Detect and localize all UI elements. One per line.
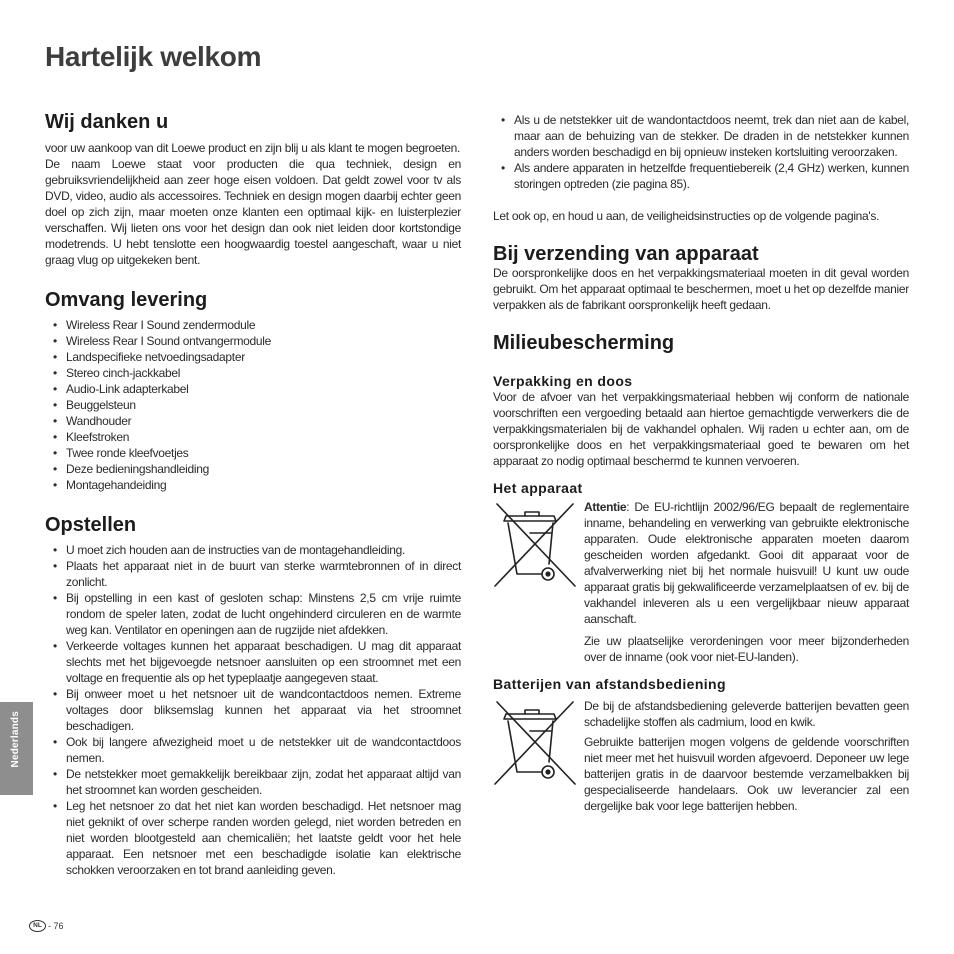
- list-item: • Landspecifieke netvoedingsadapter: [45, 349, 461, 365]
- setup-list-continued: [493, 112, 909, 192]
- attention-label: Attentie: [584, 500, 627, 514]
- attention-text: : De EU-richtlijn 2002/96/EG bepaalt de reglementaire inname, behandeling en verwerking van gebruikte elektronische apparaten. Oude elektronische apparaten moeten daarom gescheiden worden afgedankt. Gooi dit apparaat voor de afvalverwerking niet bij het normale huisvuil! U kunt uw oude apparaat gratis bij gekwalificeerde verzamelplaatsen of ev. bij de vakhandel inleveren als u een vergelijkbaar nieuw apparaat aanschaft.: [584, 500, 909, 626]
- paragraph: De naam Loewe staat voor producten die qua techniek, design en gebruiksvriendelijkheid aan zeer hoge eisen voldoen. Dat geldt zowel voor tv als DVD, video, audio als accessoires. Techniek en design mogen daarbij echter geen doel op zich zijn, maar moeten onze klanten een optimaal kijk- en luisterplezier verschaffen. Wij lieten ons voor het design dan ook niet leiden door kortstondige modetrends. U hebt tenslotte een hoogwaardig toestel aangeschaft, waar u niet graag vlug op uitgekeken bent.: [45, 157, 461, 267]
- list-item: • Bij onweer moet u het netsnoer uit de wandcontactdoos nemen. Extreme voltages door bliksemslag kunnen het apparaat via het stroomnet beschadigen.: [45, 686, 461, 734]
- battery-disposal-text: [584, 698, 909, 814]
- language-label: Nederlands: [10, 711, 21, 768]
- list-item: • Als u de netstekker uit de wandontactdoos neemt, trek dan niet aan de kabel, maar aan de behuizing van de stekker. De draden in de netstekker kunnen anders worden beschadigd en bij opnieuw insteken kortsluiting veroorzaken.: [493, 112, 909, 160]
- safety-note: Let ook op, en houd u aan, de veiligheidsinstructies op de volgende pagina's.: [493, 209, 880, 223]
- device-disposal-text: [584, 499, 909, 665]
- list-item: • Ook bij langere afwezigheid moet u de netstekker uit de wandcontactdoos nemen.: [45, 734, 461, 766]
- section-heading-delivery: Omvang levering: [45, 289, 208, 311]
- subheading-batteries: Batterijen van afstandsbediening: [493, 676, 726, 692]
- paragraph: Voor de afvoer van het verpakkingsmateriaal hebben wij conform de nationale voorschriften een vergoeding betaald aan hiertoe gemachtigde verwerkers die de verpakkingsmaterialen bij de vakhandel ophalen. Wij raden u echter aan, om de oorspronkelijke doos en het verpakkingsmateriaal goed te bewaren om het apparaat zo nodig optimaal beschermd te kunnen vervoeren.: [493, 390, 909, 468]
- list-item: • Wireless Rear I Sound ontvangermodule: [45, 333, 461, 349]
- section-heading-shipping: Bij verzending van apparaat: [493, 243, 759, 265]
- paragraph: De bij de afstandsbediening geleverde batterijen bevatten geen schadelijke stoffen als cadmium, lood en kwik.: [584, 699, 909, 729]
- paragraph: voor uw aankoop van dit Loewe product en zijn blij u als klant te mogen begroeten.: [45, 141, 461, 155]
- paragraph: Zie uw plaatselijke verordeningen voor meer bijzonderheden over de inname (ook voor niet-EU-landen).: [584, 634, 909, 664]
- list-item: • Als andere apparaten in hetzelfde frequentiebereik (2,4 GHz) werken, kunnen storingen optreden (zie pagina 85).: [493, 160, 909, 192]
- section-delivery: [45, 288, 461, 493]
- device-disposal-block: [493, 499, 909, 665]
- right-column: [493, 112, 909, 814]
- paragraph: De oorspronkelijke doos en het verpakkingsmateriaal moeten in dit geval worden gebruikt. Om het apparaat optimaal te beschermen, moet u het op dezelfde manier verpakken als de fabrikant oorspronkelijk heeft gedaan.: [493, 266, 909, 312]
- setup-list: [45, 542, 461, 878]
- list-item: • Kleefstroken: [45, 429, 461, 445]
- crossed-out-wheelie-bin-icon: [493, 499, 584, 588]
- list-item: • Wandhouder: [45, 413, 461, 429]
- list-item: • Twee ronde kleefvoetjes: [45, 445, 461, 461]
- list-item: • Plaats het apparaat niet in de buurt van sterke warmtebronnen of in direct zonlicht.: [45, 558, 461, 590]
- section-shipping: [493, 243, 909, 313]
- delivery-list: [45, 317, 461, 493]
- section-environment: [493, 332, 909, 814]
- list-item: • Stereo cinch-jackkabel: [45, 365, 461, 381]
- subheading-packaging: Verpakking en doos: [493, 373, 633, 389]
- paragraph: [584, 499, 909, 627]
- list-item: • Beuggelsteun: [45, 397, 461, 413]
- section-heading-thanks: Wij danken u: [45, 111, 169, 133]
- section-thanks: [45, 110, 461, 268]
- battery-disposal-block: [493, 698, 909, 814]
- page-number: - 76: [48, 921, 64, 931]
- list-item: • De netstekker moet gemakkelijk bereikbaar zijn, zodat het apparaat altijd van het stroomnet kan worden gescheiden.: [45, 766, 461, 798]
- section-setup: [45, 513, 461, 878]
- list-item: • Audio-Link adapterkabel: [45, 381, 461, 397]
- list-item: • Verkeerde voltages kunnen het apparaat beschadigen. U mag dit apparaat slechts met het bijgevoegde netsnoer aansluiten op een stroomnet met een voltage en frequentie als op het typeplaatje aangegeven staat.: [45, 638, 461, 686]
- left-column: [45, 110, 461, 878]
- list-item: • Leg het netsnoer zo dat het niet kan worden beschadigd. Het netsnoer mag niet geknikt of over scherpe randen worden gelegd, niet worden betreden en niet worden blootgesteld aan chemicaliën; het laatste geldt voor het hele apparaat. Een netsnoer met een beschadigde isolatie kan elektrische schokken veroorzaken en tot brand aanleiding geven.: [45, 798, 461, 878]
- list-item: • U moet zich houden aan de instructies van de montagehandleiding.: [45, 542, 461, 558]
- section-heading-setup: Opstellen: [45, 514, 137, 536]
- language-badge: NL: [29, 920, 46, 932]
- list-item: • Wireless Rear I Sound zendermodule: [45, 317, 461, 333]
- language-side-tab: [0, 702, 33, 795]
- paragraph: Gebruikte batterijen mogen volgens de geldende voorschriften niet meer met het huisvuil worden afgevoerd. Deponeer uw lege batterijen gratis in de daarvoor bestemde verzamelbakken bij gespecialiseerde handelaars. Ook uw leverancier zal een dergelijke bak voor lege batterijen hebben.: [584, 735, 909, 813]
- section-heading-environment: Milieubescherming: [493, 332, 675, 354]
- page-title: Hartelijk welkom: [45, 41, 262, 72]
- subheading-device: Het apparaat: [493, 480, 583, 496]
- list-item: • Deze bedieningshandleiding: [45, 461, 461, 477]
- page-footer: [29, 919, 64, 933]
- list-item: • Montagehandeiding: [45, 477, 461, 493]
- crossed-out-wheelie-bin-icon: [493, 698, 584, 786]
- list-item: • Bij opstelling in een kast of gesloten schap: Minstens 2,5 cm vrije ruimte rondom de speler laten, zodat de lucht ongehinderd circuleren en de warmte weg kan. Ventilator en openingen aan de rugzijde niet afdekken.: [45, 590, 461, 638]
